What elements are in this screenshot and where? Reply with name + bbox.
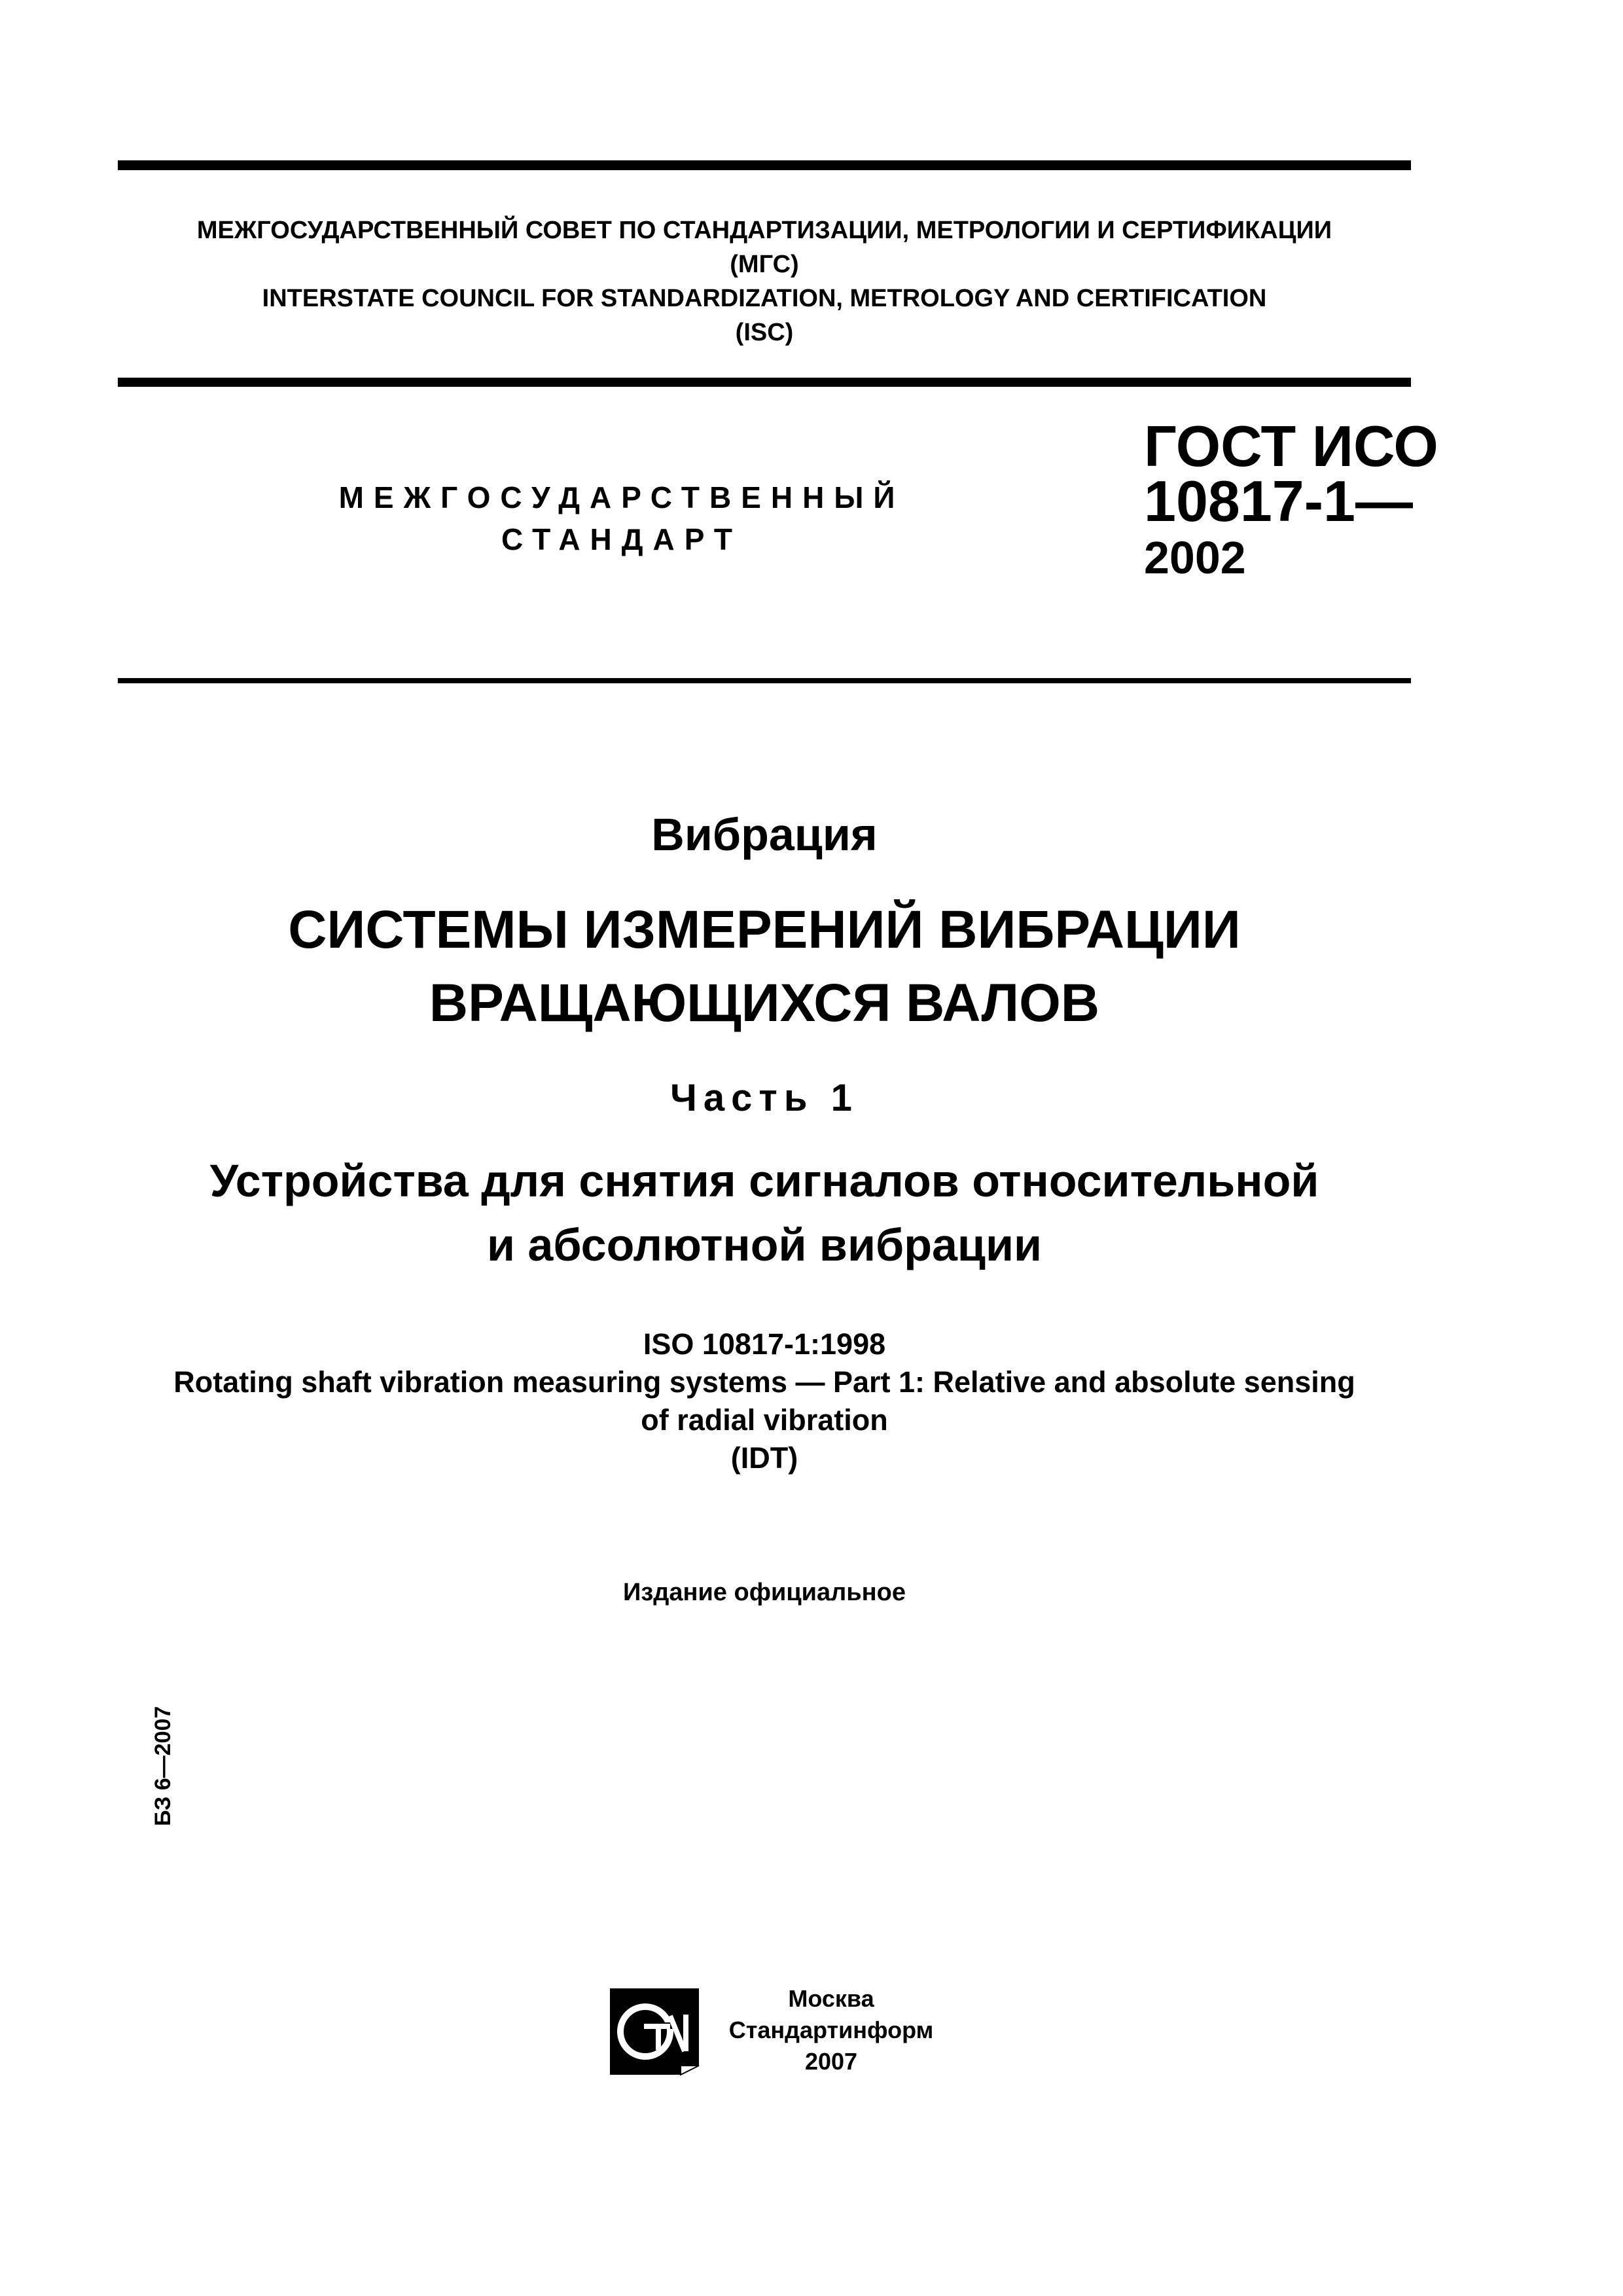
- document-subject: Вибрация: [651, 809, 878, 860]
- council-name-en: INTERSTATE COUNCIL FOR STANDARDIZATION, METROLOGY AND CERTIFICATION: [262, 285, 1267, 312]
- iso-number: ISO 10817-1:1998: [643, 1327, 886, 1361]
- document-title-line1: СИСТЕМЫ ИЗМЕРЕНИЙ ВИБРАЦИИ: [288, 900, 1241, 960]
- imprint-year: 2007: [804, 2048, 858, 2075]
- part-title-line1: Устройства для снятия сигналов относительной: [209, 1155, 1319, 1206]
- council-header: [118, 213, 1411, 350]
- standard-type: [249, 476, 995, 560]
- iso-title-line1: Rotating shaft vibration measuring systems — Part 1: Relative and absolute sensing: [173, 1365, 1355, 1399]
- middle-rule: [118, 378, 1411, 387]
- designation-year: 2002: [1144, 532, 1246, 583]
- standard-type-line2: СТАНДАРТ: [501, 522, 742, 556]
- designation-line2: 10817-1—: [1144, 469, 1413, 533]
- part-number: Часть 1: [670, 1077, 859, 1119]
- standartinform-logo-icon: [607, 1983, 702, 2077]
- part-title-line2: и абсолютной вибрации: [486, 1219, 1043, 1270]
- top-rule: [118, 160, 1411, 170]
- council-name-ru: МЕЖГОСУДАРСТВЕННЫЙ СОВЕТ ПО СТАНДАРТИЗАЦИИ, МЕТРОЛОГИИ И СЕРТИФИКАЦИИ: [196, 217, 1332, 244]
- document-title-line2: ВРАЩАЮЩИХСЯ ВАЛОВ: [429, 973, 1100, 1033]
- bottom-rule: [118, 678, 1411, 683]
- council-abbr-en: (ISC): [735, 319, 794, 346]
- iso-degree: (IDT): [730, 1441, 798, 1475]
- iso-title-line2: of radial vibration: [641, 1403, 888, 1437]
- vertical-code: БЗ 6—2007: [151, 1706, 175, 1826]
- edition-note: Издание официальное: [623, 1579, 906, 1606]
- designation-line1: ГОСТ ИСО: [1144, 414, 1438, 478]
- iso-reference: [118, 1325, 1411, 1477]
- part-title: [118, 1149, 1411, 1277]
- document-title: [118, 893, 1411, 1040]
- imprint: [720, 1983, 942, 2077]
- standard-designation: [1144, 414, 1438, 586]
- council-abbr-ru: (МГС): [730, 251, 799, 278]
- standard-type-line1: МЕЖГОСУДАРСТВЕННЫЙ: [338, 480, 905, 514]
- imprint-publisher: Стандартинформ: [728, 2017, 934, 2043]
- imprint-city: Москва: [788, 1985, 874, 2012]
